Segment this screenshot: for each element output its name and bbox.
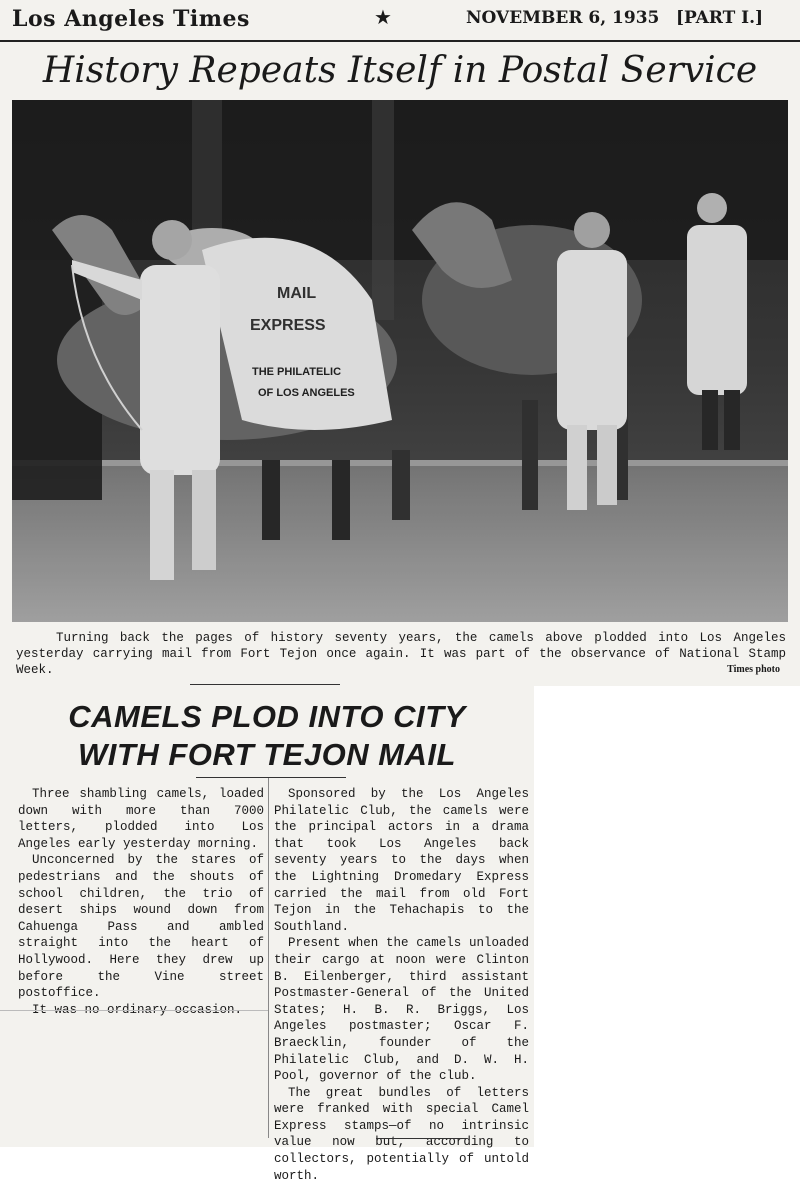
caption-divider <box>190 684 340 685</box>
article-end-rule <box>376 1138 466 1139</box>
column-divider <box>268 778 269 1138</box>
photo-caption: Turning back the pages of history seventy years, the camels above plodded into Los Angeles yesterday carrying mail from Fort Tejon once again. It was part of the observance of National Stamp Week. <box>16 631 786 677</box>
paragraph: The great bundles of letters were franked with special Camel Express stamps—of no intrinsic value now but, according to collectors, potentially of untold worth. <box>274 1085 529 1183</box>
headline-divider <box>196 777 346 778</box>
paragraph: Unconcerned by the stares of pedestrians and the shouts of school children, the trio of desert ships wound down from Cahuenga Pass and ambled straight into the heart of Hollywood. Here they drew up before the Vine street postoffice. <box>18 853 264 1001</box>
masthead <box>0 0 800 42</box>
star-icon: ★ <box>374 7 392 29</box>
saddle-text-los-angeles: OF LOS ANGELES <box>258 387 355 399</box>
article-headline-line-2: WITH FORT TEJON MAIL <box>78 737 456 772</box>
column-1-end <box>0 1010 268 1011</box>
news-photo <box>12 100 788 622</box>
saddle-text-philatelic: THE PHILATELIC <box>252 366 342 378</box>
saddle-text-express: EXPRESS <box>250 317 326 334</box>
article-headline-line-1: CAMELS PLOD INTO CITY <box>68 699 466 734</box>
article-column-2 <box>274 786 529 1184</box>
photo-headline: History Repeats Itself in Postal Service <box>42 50 758 91</box>
saddle-text-mail: MAIL <box>277 285 317 302</box>
paragraph: Sponsored by the Los Angeles Philatelic Club, the camels were the principal actors in a drama that took Los Angeles back seventy years to the days when the Lightning Dromedary Express carried the mail from old Fort Tejon in the Tehachapis to the Southland. <box>274 787 529 934</box>
article-column-1 <box>18 786 264 1018</box>
issue-date: NOVEMBER 6, 1935 <box>466 8 660 28</box>
paragraph: It was no ordinary occasion. <box>32 1002 243 1017</box>
photo-credit: Times photo <box>727 664 780 675</box>
paragraph: Present when the camels unloaded their cargo at noon were Clinton B. Eilenberger, third assistant Postmaster-General of the United States; H. B. R. Briggs, Los Angeles postmaster; Oscar F. Braecklin, founder of the Philatelic Club, and D. W. H. Pool, governor of the club. <box>274 936 529 1084</box>
newspaper-name: Los Angeles Times <box>12 6 250 32</box>
section-part: [PART I.] <box>676 8 764 28</box>
paragraph: Three shambling camels, loaded down with more than 7000 letters, plodded into Los Angeles early yesterday morning. <box>18 787 264 851</box>
